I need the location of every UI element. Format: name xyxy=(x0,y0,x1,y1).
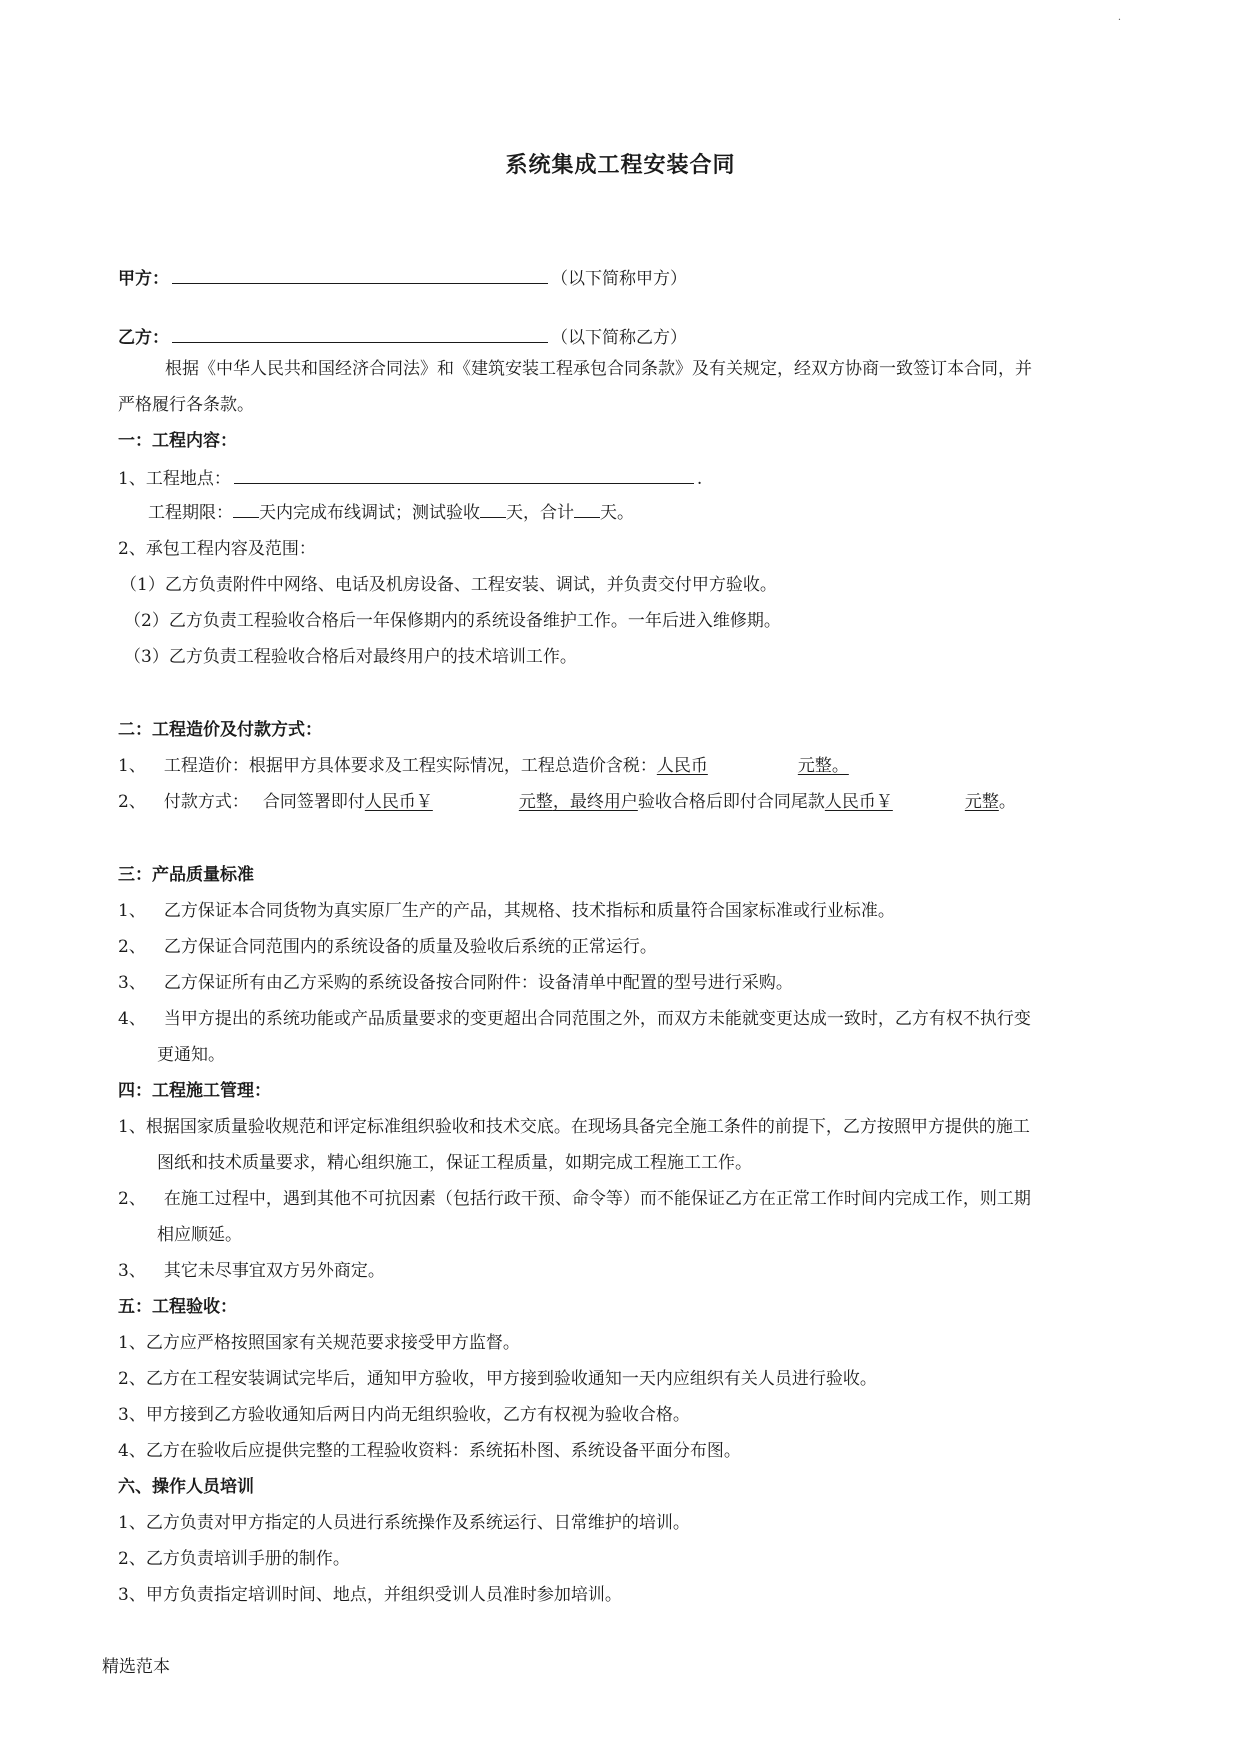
party-a-suffix: （以下简称甲方） xyxy=(551,269,687,289)
party-b-blank[interactable] xyxy=(172,324,548,343)
s1-sub-1: （1）乙方负责附件中网络、电话及机房设备、工程安装、调试，并负责交付甲方验收。 xyxy=(120,575,777,595)
s6-item-2: 2、乙方负责培训手册的制作。 xyxy=(118,1549,350,1569)
section-5-heading: 五：工程验收： xyxy=(118,1297,237,1317)
s1-item-2: 2、承包工程内容及范围： xyxy=(118,539,316,559)
section-2-heading: 二：工程造价及付款方式： xyxy=(118,720,322,740)
period-test-blank[interactable] xyxy=(480,501,506,518)
party-b-line xyxy=(118,324,687,350)
s4-item-1-cont: 图纸和技术质量要求，精心组织施工，保证工程质量，如期完成工程施工工作。 xyxy=(157,1153,752,1173)
section-6-heading: 六、操作人员培训 xyxy=(118,1477,254,1497)
intro-line-1: 根据《中华人民共和国经济合同法》和《建筑安装工程承包合同条款》及有关规定，经双方协商一致签订本合同，并 xyxy=(165,359,1032,379)
contract-price-field[interactable]: 人民币 元整。 xyxy=(656,756,849,776)
s1-item-1 xyxy=(118,465,702,491)
period-text-4: 天。 xyxy=(600,503,634,523)
section-1-heading: 一：工程内容： xyxy=(118,431,237,451)
s1-sub-3: （3）乙方负责工程验收合格后对最终用户的技术培训工作。 xyxy=(124,647,577,667)
intro-line-2: 严格履行各条款。 xyxy=(118,395,254,415)
work-location-blank[interactable] xyxy=(234,465,694,484)
s2-item-2-num: 2、 xyxy=(118,792,146,812)
period-total-blank[interactable] xyxy=(574,501,600,518)
s6-item-3: 3、甲方负责指定培训时间、地点，并组织受训人员准时参加培训。 xyxy=(118,1585,622,1605)
s1-sub-2: （2）乙方负责工程验收合格后一年保修期内的系统设备维护工作。一年后进入维修期。 xyxy=(124,611,781,631)
section-4-heading: 四：工程施工管理： xyxy=(118,1081,271,1101)
advance-payment-field[interactable]: 人民币￥ 元整 xyxy=(364,792,553,812)
s3-item-3: 3、 乙方保证所有由乙方采购的系统设备按合同附件：设备清单中配置的型号进行采购。 xyxy=(118,973,793,993)
page-title: 系统集成工程安装合同 xyxy=(505,153,736,178)
party-a-line xyxy=(118,265,687,291)
s2-item-2-text-c: ，最终用户 xyxy=(552,792,638,812)
party-a-blank[interactable] xyxy=(172,265,548,284)
s2-item-2 xyxy=(118,790,1016,814)
s2-item-2-text-b: 合同签署即付 xyxy=(262,792,365,812)
s2-item-2-end: 。 xyxy=(998,792,1016,812)
s1-item-1-end: . xyxy=(696,469,703,489)
s2-item-1-num: 1、 xyxy=(118,756,146,776)
s1-period xyxy=(148,501,634,525)
s3-item-2: 2、 乙方保证合同范围内的系统设备的质量及验收后系统的正常运行。 xyxy=(118,937,657,957)
final-payment-field[interactable]: 人民币￥ 元整 xyxy=(824,792,999,812)
s2-item-1 xyxy=(118,754,855,778)
s3-item-4: 4、 当甲方提出的系统功能或产品质量要求的变更超出合同范围之外，而双方未能就变更达成一致时，乙方有权不执行变 xyxy=(118,1009,1031,1029)
corner-mark: . xyxy=(1117,12,1121,23)
page-footer: 精选范本 xyxy=(102,1657,170,1677)
s4-item-3: 3、 其它未尽事宜双方另外商定。 xyxy=(118,1261,385,1281)
s1-item-1-label: 1、工程地点： xyxy=(118,469,231,489)
s3-item-4-cont: 更通知。 xyxy=(157,1045,225,1065)
party-a-label: 甲方： xyxy=(118,269,169,289)
s5-item-2: 2、乙方在工程安装调试完毕后，通知甲方验收，甲方接到验收通知一天内应组织有关人员进行验收。 xyxy=(118,1369,877,1389)
s4-item-1: 1、根据国家质量验收规范和评定标准组织验收和技术交底。在现场具备完全施工条件的前提下，乙方按照甲方提供的施工 xyxy=(118,1117,1030,1137)
period-text-3: 天，合计 xyxy=(506,503,574,523)
period-text-2: 天内完成布线调试；测试验收 xyxy=(259,503,480,523)
s2-item-2-label: 付款方式： xyxy=(163,792,249,812)
period-label: 工程期限： xyxy=(148,503,233,523)
s5-item-4: 4、乙方在验收后应提供完整的工程验收资料：系统拓朴图、系统设备平面分布图。 xyxy=(118,1441,741,1461)
s5-item-1: 1、乙方应严格按照国家有关规范要求接受甲方监督。 xyxy=(118,1333,520,1353)
party-b-suffix: （以下简称乙方） xyxy=(551,328,687,348)
s5-item-3: 3、甲方接到乙方验收通知后两日内尚无组织验收，乙方有权视为验收合格。 xyxy=(118,1405,690,1425)
party-b-label: 乙方： xyxy=(118,328,169,348)
s3-item-1: 1、 乙方保证本合同货物为真实原厂生产的产品，其规格、技术指标和质量符合国家标准或行业标准。 xyxy=(118,901,895,921)
s4-item-2-cont: 相应顺延。 xyxy=(157,1225,242,1245)
s6-item-1: 1、乙方负责对甲方指定的人员进行系统操作及系统运行、日常维护的培训。 xyxy=(118,1513,690,1533)
s2-item-2-text-d: 验收合格后即付合同尾款 xyxy=(637,792,825,812)
s4-item-2: 2、 在施工过程中，遇到其他不可抗因素（包括行政干预、命令等）而不能保证乙方在正常工作时间内完成工作，则工期 xyxy=(118,1189,1031,1209)
s2-item-1-text: 工程造价：根据甲方具体要求及工程实际情况，工程总造价含税： xyxy=(163,756,657,776)
section-3-heading: 三：产品质量标准 xyxy=(118,865,254,885)
period-days-blank[interactable] xyxy=(233,501,259,518)
